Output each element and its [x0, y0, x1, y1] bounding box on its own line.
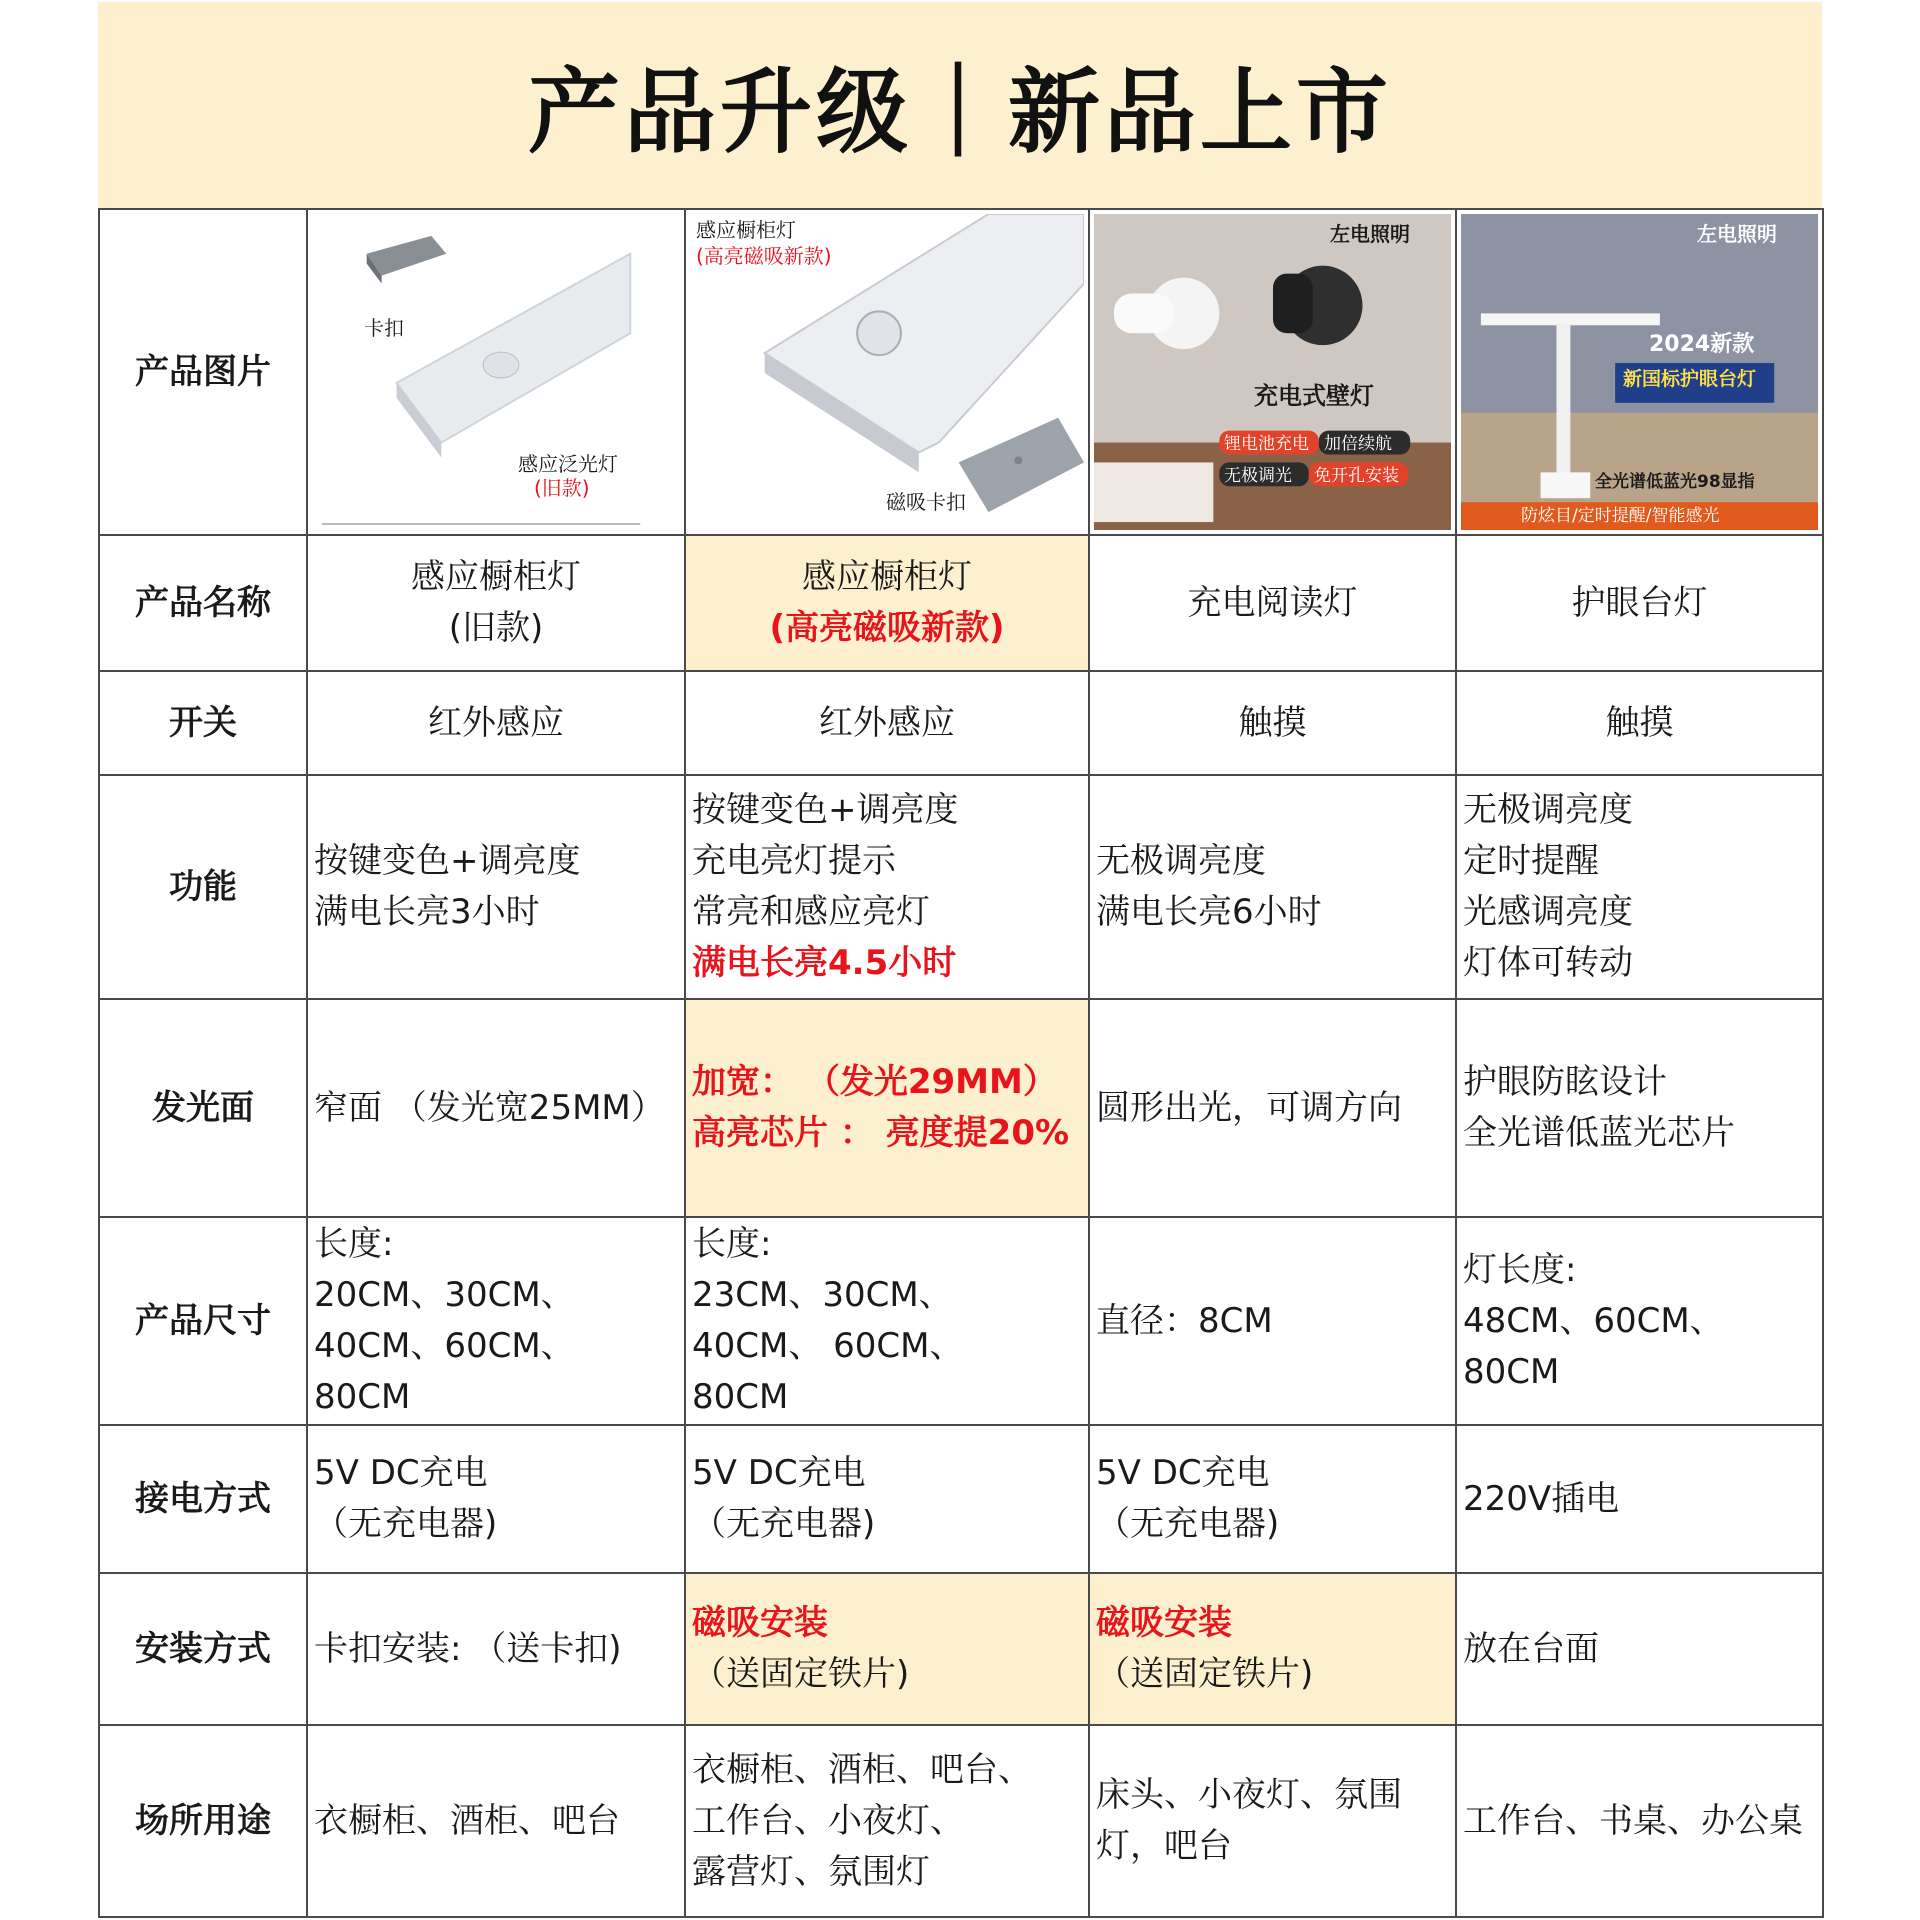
- row-install: [99, 1573, 1823, 1725]
- name-1-line-2: (旧款): [448, 608, 544, 648]
- row-label-size: 产品尺寸: [99, 1217, 307, 1425]
- size-1-line-4: 80CM: [314, 1377, 411, 1417]
- comparison-table: [98, 208, 1824, 1918]
- power-cell-1: [307, 1425, 685, 1573]
- image1-caption: 感应泛光灯: [518, 452, 618, 476]
- row-size: [99, 1217, 1823, 1425]
- row-label-usage: 场所用途: [99, 1725, 307, 1917]
- row-function: [99, 775, 1823, 999]
- power-2-line-1: 5V DC充电: [692, 1453, 866, 1493]
- usage-2-line-1: 衣橱柜、酒柜、吧台、: [692, 1749, 1032, 1790]
- function-4-line-1: 无极调亮度: [1463, 790, 1633, 830]
- image1-caption-sub: (旧款): [534, 476, 590, 500]
- image2-title: 感应橱柜灯: [696, 218, 796, 242]
- image4-brand: 左电照明: [1697, 222, 1777, 246]
- emitting-4-line-2: 全光谱低蓝光芯片: [1463, 1113, 1735, 1153]
- switch-cell-2: 红外感应: [685, 671, 1089, 775]
- usage-cell-2: [685, 1725, 1089, 1917]
- comparison-sheet: [98, 2, 1822, 1918]
- function-4-line-3: 光感调亮度: [1463, 892, 1633, 932]
- size-4-line-1: 灯长度:: [1463, 1249, 1577, 1290]
- emitting-4-line-1: 护眼防眩设计: [1463, 1062, 1667, 1102]
- install-2-line-1: 磁吸安装: [692, 1603, 828, 1643]
- install-cell-1: 卡扣安装: （送卡扣): [307, 1573, 685, 1725]
- name-1-line-1: 感应橱柜灯: [411, 557, 581, 597]
- product-image-2: [685, 209, 1089, 535]
- name-cell-3: 充电阅读灯: [1089, 535, 1456, 671]
- image4-year: 2024新款: [1649, 332, 1755, 357]
- install-cell-2: [685, 1573, 1089, 1725]
- row-product-name: [99, 535, 1823, 671]
- power-cell-3: [1089, 1425, 1456, 1573]
- size-2-line-4: 80CM: [692, 1377, 789, 1417]
- cabinet-light-old-illustration: [312, 214, 680, 530]
- row-switch: [99, 671, 1823, 775]
- name-cell-2: [685, 535, 1089, 671]
- name-2-line-1: 感应橱柜灯: [802, 557, 972, 597]
- row-label-switch: 开关: [99, 671, 307, 775]
- function-cell-1: [307, 775, 685, 999]
- size-2-line-2: 23CM、30CM、: [692, 1275, 953, 1315]
- power-1-line-1: 5V DC充电: [314, 1453, 488, 1493]
- switch-cell-3: 触摸: [1089, 671, 1456, 775]
- image2-subtitle: (高亮磁吸新款): [696, 244, 832, 268]
- size-1-line-3: 40CM、60CM、: [314, 1326, 575, 1366]
- size-4-line-3: 80CM: [1463, 1351, 1560, 1392]
- function-2-line-2: 充电亮灯提示: [692, 841, 896, 881]
- emitting-2-line-2: 高亮芯片 ： 亮度提20%: [692, 1113, 1070, 1153]
- install-3-line-2: （送固定铁片): [1096, 1654, 1314, 1694]
- row-label-power: 接电方式: [99, 1425, 307, 1573]
- product-image-1: [307, 209, 685, 535]
- power-1-line-2: （无充电器): [314, 1504, 498, 1544]
- usage-cell-1: 衣橱柜、酒柜、吧台: [307, 1725, 685, 1917]
- function-4-line-4: 灯体可转动: [1463, 943, 1633, 983]
- product-image-3: [1089, 209, 1456, 535]
- row-emitting: [99, 999, 1823, 1217]
- size-cell-1: [307, 1217, 685, 1425]
- install-2-line-2: （送固定铁片): [692, 1654, 910, 1694]
- image2-clip-label: 磁吸卡扣: [886, 490, 966, 514]
- row-label-name: 产品名称: [99, 535, 307, 671]
- usage-3-line-1: 床头、小夜灯、氛围: [1096, 1775, 1402, 1815]
- image4-spec: 全光谱低蓝光98显指: [1595, 472, 1755, 492]
- row-power: [99, 1425, 1823, 1573]
- usage-cell-4: 工作台、书桌、办公桌: [1456, 1725, 1823, 1917]
- page-title: 产品升级｜新品上市: [527, 59, 1392, 166]
- emitting-cell-2: [685, 999, 1089, 1217]
- usage-2-line-3: 露营灯、氛围灯: [692, 1851, 930, 1892]
- power-cell-4: 220V插电: [1456, 1425, 1823, 1573]
- power-3-line-2: （无充电器): [1096, 1504, 1280, 1544]
- title-banner: [98, 2, 1822, 208]
- image3-tag3: 无极调光: [1224, 466, 1292, 486]
- row-label-function: 功能: [99, 775, 307, 999]
- row-label-emitting: 发光面: [99, 999, 307, 1217]
- row-usage: [99, 1725, 1823, 1917]
- size-cell-2: [685, 1217, 1089, 1425]
- function-cell-2: [685, 775, 1089, 999]
- function-3-line-1: 无极调亮度: [1096, 841, 1266, 881]
- power-2-line-2: （无充电器): [692, 1504, 876, 1544]
- image3-tag4: 免开孔安装: [1314, 466, 1399, 486]
- emitting-cell-3: 圆形出光，可调方向: [1089, 999, 1456, 1217]
- install-cell-4: 放在台面: [1456, 1573, 1823, 1725]
- image3-product: 充电式壁灯: [1254, 382, 1374, 410]
- emitting-cell-4: [1456, 999, 1823, 1217]
- emitting-2-line-1: 加宽： （发光29MM）: [692, 1062, 1057, 1102]
- size-4-line-2: 48CM、60CM、: [1463, 1300, 1724, 1341]
- function-2-line-1: 按键变色+调亮度: [692, 790, 959, 830]
- function-2-line-3: 常亮和感应亮灯: [692, 892, 930, 932]
- image1-clip-label: 卡扣: [364, 316, 404, 340]
- name-2-line-2: (高亮磁吸新款): [769, 608, 1005, 648]
- power-3-line-1: 5V DC充电: [1096, 1453, 1270, 1493]
- image3-tag2: 加倍续航: [1324, 434, 1392, 454]
- image4-product: 新国标护眼台灯: [1623, 368, 1757, 390]
- name-cell-1: [307, 535, 685, 671]
- size-2-line-1: 长度:: [692, 1224, 772, 1264]
- row-product-image: [99, 209, 1823, 535]
- function-1-line-1: 按键变色+调亮度: [314, 841, 581, 881]
- image4-footer: 防炫目/定时提醒/智能感光: [1521, 506, 1720, 526]
- function-1-line-2: 满电长亮3小时: [314, 892, 540, 932]
- emitting-cell-1: 窄面 （发光宽25MM）: [307, 999, 685, 1217]
- row-label-image: 产品图片: [99, 209, 307, 535]
- usage-3-line-2: 灯，吧台: [1096, 1826, 1232, 1866]
- size-2-line-3: 40CM、 60CM、: [692, 1326, 964, 1366]
- name-cell-4: 护眼台灯: [1456, 535, 1823, 671]
- product-image-4: [1456, 209, 1823, 535]
- function-cell-4: [1456, 775, 1823, 999]
- function-cell-3: [1089, 775, 1456, 999]
- size-1-line-2: 20CM、30CM、: [314, 1275, 575, 1315]
- install-cell-3: [1089, 1573, 1456, 1725]
- usage-cell-3: [1089, 1725, 1456, 1917]
- size-cell-4: [1456, 1217, 1823, 1425]
- image3-brand: 左电照明: [1330, 222, 1410, 246]
- row-label-install: 安装方式: [99, 1573, 307, 1725]
- install-3-line-1: 磁吸安装: [1096, 1603, 1232, 1643]
- image3-tag1: 锂电池充电: [1224, 434, 1309, 454]
- function-2-line-4: 满电长亮4.5小时: [692, 943, 957, 983]
- switch-cell-4: 触摸: [1456, 671, 1823, 775]
- switch-cell-1: 红外感应: [307, 671, 685, 775]
- function-4-line-2: 定时提醒: [1463, 841, 1599, 881]
- usage-2-line-2: 工作台、小夜灯、: [692, 1800, 964, 1841]
- function-3-line-2: 满电长亮6小时: [1096, 892, 1322, 932]
- size-1-line-1: 长度:: [314, 1224, 394, 1264]
- size-cell-3: 直径：8CM: [1089, 1217, 1456, 1425]
- power-cell-2: [685, 1425, 1089, 1573]
